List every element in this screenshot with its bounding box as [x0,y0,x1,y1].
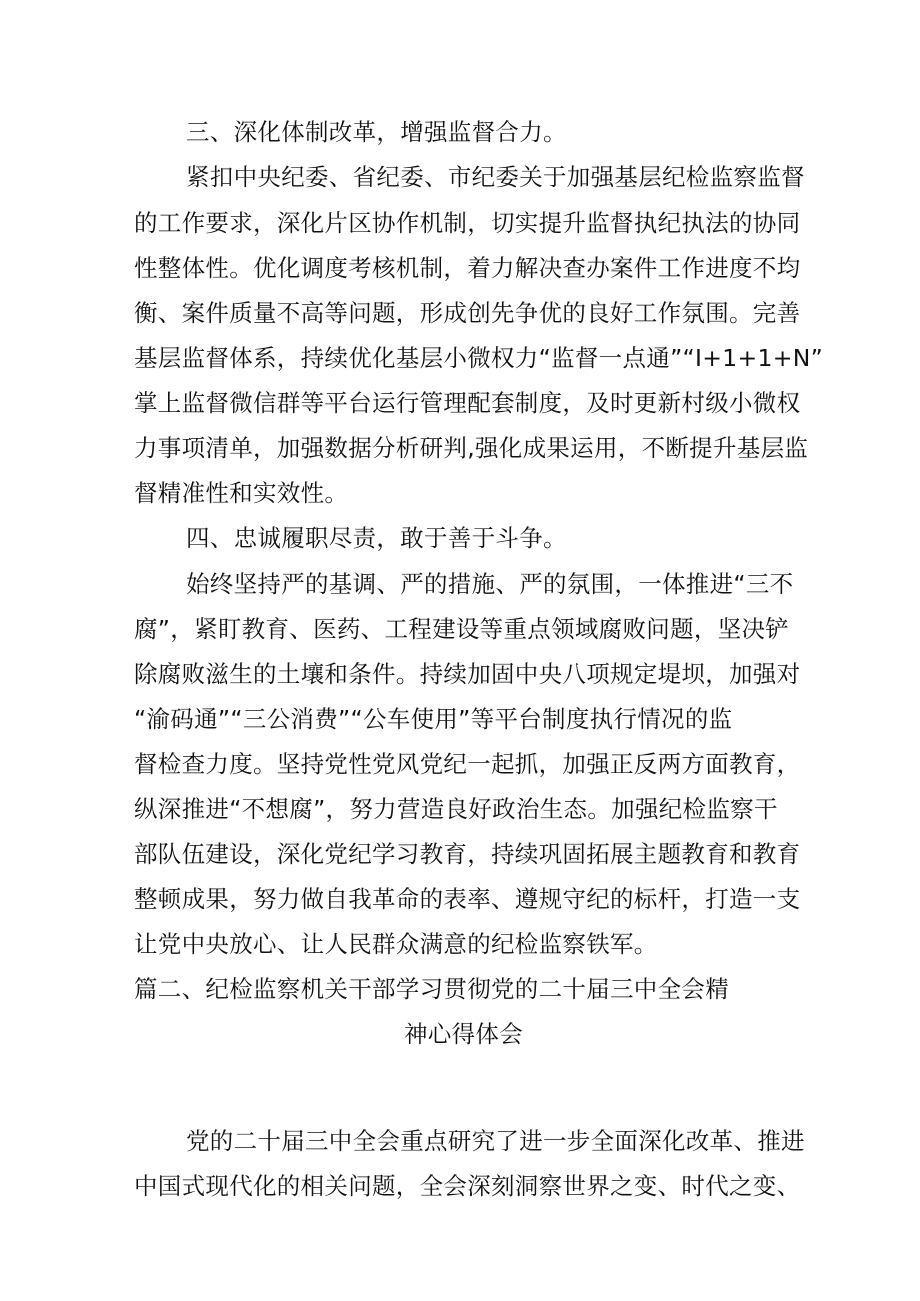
paragraph-line: 性整体性。优化调度考核机制，着力解决查办案件工作进度不均 [134,254,801,282]
article-title: 篇二、纪检监察机关干部学习贯彻党的二十届三中全会精 [134,975,729,1003]
paragraph-line: 力事项清单，加强数据分析研判,强化成果运用，不断提升基层监 [134,434,809,462]
paragraph-line: 中国式现代化的相关问题，全会深刻洞察世界之变、时代之变、 [134,1172,801,1200]
paragraph-line: 除腐败滋生的土壤和条件。持续加固中央八项规定堤坝，加强对 [134,660,801,688]
paragraph-line: 纵深推进“不想腐”，努力营造良好政治生态。加强纪检监察干 [134,795,778,823]
paragraph-line: 整顿成果，努力做自我革命的表率、遵规守纪的标杆，打造一支 [134,885,801,913]
paragraph-line: 基层监督体系，持续优化基层小微权力“监督一点通”“I+1+1+N” [134,344,824,372]
paragraph-line: 衡、案件质量不高等问题，形成创先争优的良好工作氛围。完善 [134,299,801,327]
paragraph-line: 部队伍建设，深化党纪学习教育，持续巩固拓展主题教育和教育 [134,840,801,868]
paragraph-line: 的工作要求，深化片区协作机制，切实提升监督执纪执法的协同 [134,209,801,237]
paragraph-line: 腐”，紧盯教育、医药、工程建设等重点领域腐败问题，坚决铲 [134,615,790,643]
paragraph-line: 督检查力度。坚持党性党风党纪一起抓，加强正反两方面教育， [134,750,801,778]
section-heading: 三、深化体制改革，增强监督合力。 [186,118,567,146]
paragraph-line: 党的二十届三中全会重点研究了进一步全面深化改革、推进 [186,1127,805,1155]
paragraph-line: 督精准性和实效性。 [134,479,349,507]
paragraph-line: 掌上监督微信群等平台运行管理配套制度，及时更新村级小微权 [134,389,801,417]
paragraph-line: 紧扣中央纪委、省纪委、市纪委关于加强基层纪检监察监督 [186,163,805,191]
paragraph-line: 让党中央放心、让人民群众满意的纪检监察铁军。 [134,930,658,958]
paragraph-line: “渝码通”“三公消费”“公车使用”等平台制度执行情况的监 [134,705,733,733]
article-title-continued: 神心得体会 [404,1020,523,1048]
section-heading: 四、忠诚履职尽责，敢于善于斗争。 [186,524,567,552]
paragraph-line: 始终坚持严的基调、严的措施、严的氛围，一体推进“三不 [186,570,794,598]
